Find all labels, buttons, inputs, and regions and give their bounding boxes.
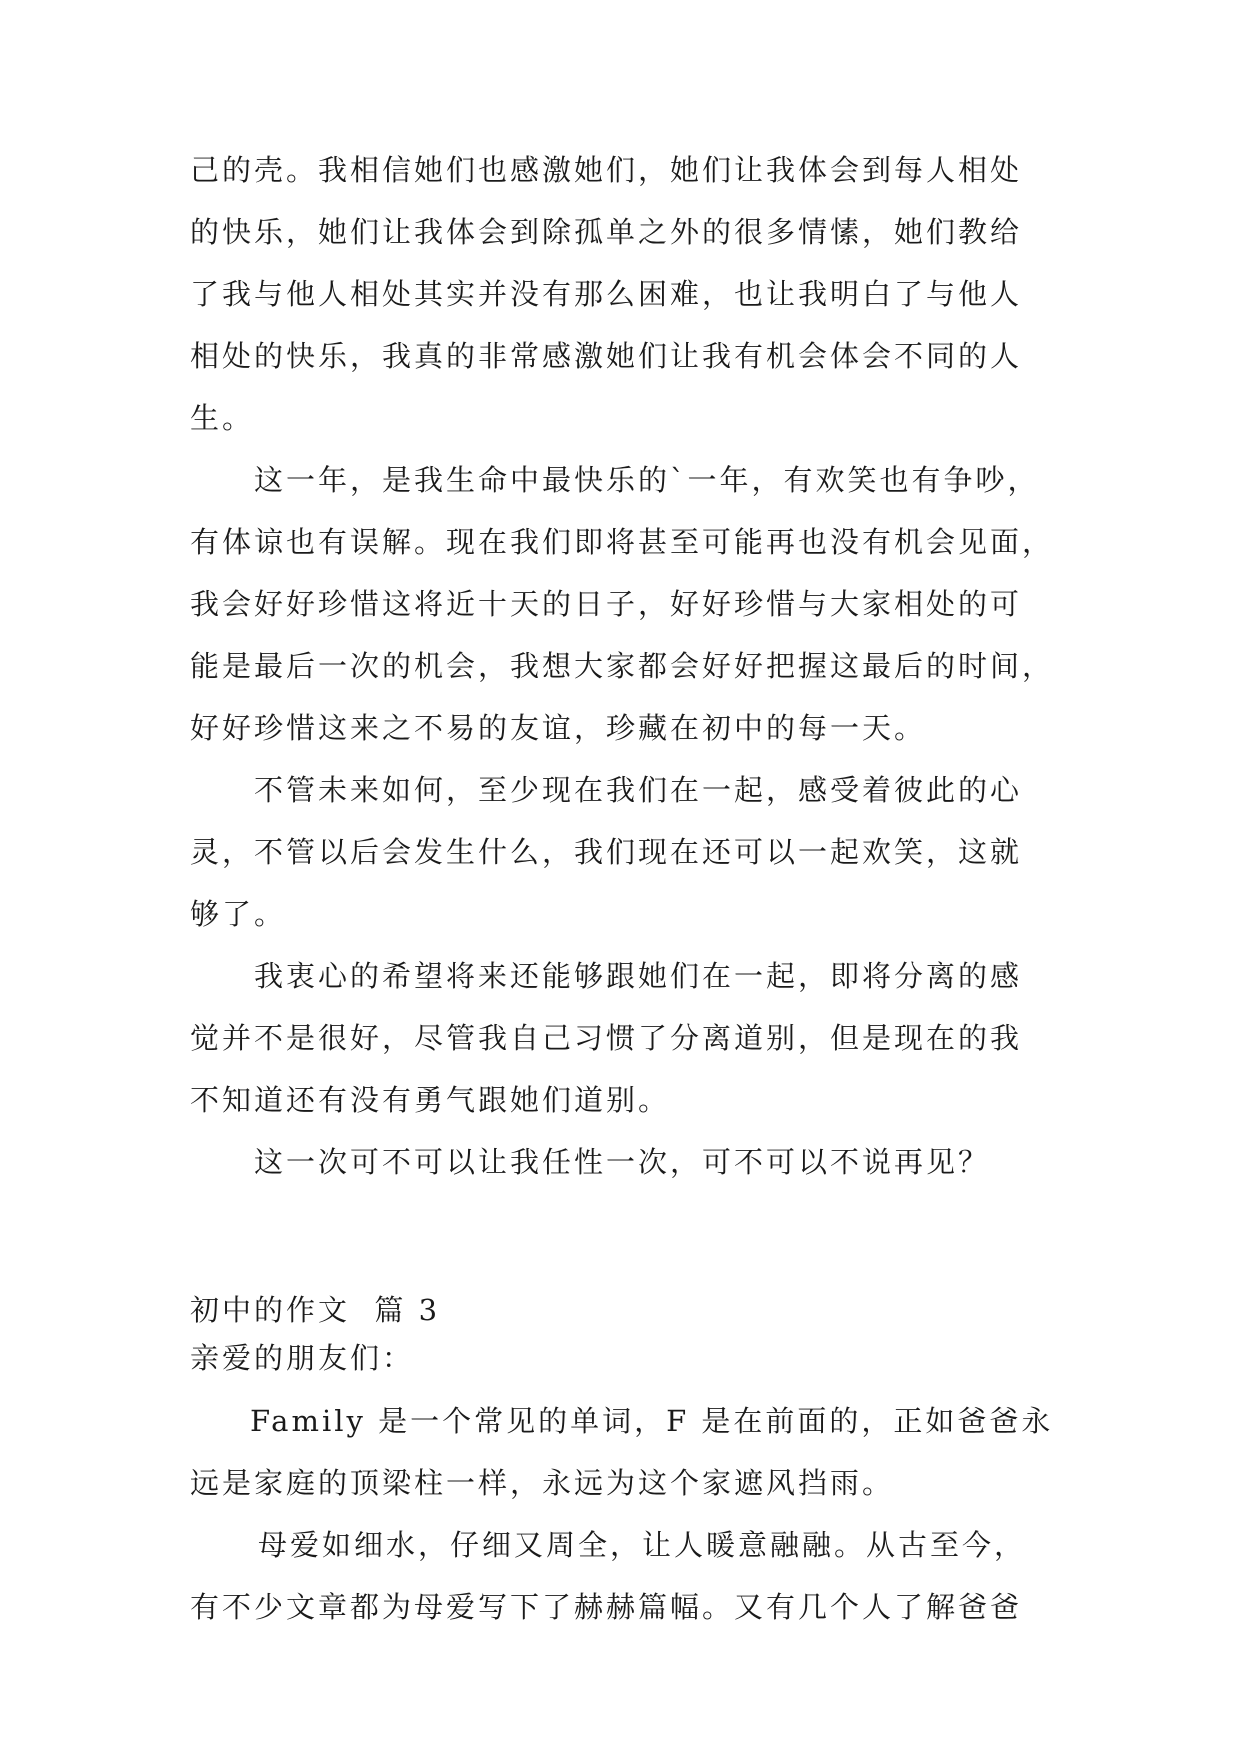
text-line: 觉并不是很好，尽管我自己习惯了分离道别，但是现在的我 bbox=[190, 1021, 1023, 1055]
text-line: 够了。 bbox=[190, 897, 287, 931]
greeting-text: 亲爱的朋友们： bbox=[190, 1341, 415, 1375]
text-line: 我会好好珍惜这将近十天的日子，好好珍惜与大家相处的可 bbox=[190, 587, 1023, 621]
text-line: 这一年，是我生命中最快乐的`一年，有欢笑也有争吵， bbox=[254, 463, 1040, 497]
text-line: 能是最后一次的机会，我想大家都会好好把握这最后的时间， bbox=[190, 649, 1055, 683]
text-line: 不管未来如何，至少现在我们在一起，感受着彼此的心 bbox=[254, 773, 1023, 807]
text-line: 有体谅也有误解。现在我们即将甚至可能再也没有机会见面， bbox=[190, 525, 1055, 559]
text-line: Family 是一个常见的单词，F 是在前面的，正如爸爸永 bbox=[250, 1404, 1054, 1438]
paragraph bbox=[190, 1390, 1054, 1514]
section-title: 初中的作文 篇 3 bbox=[190, 1293, 441, 1327]
paragraph bbox=[190, 449, 1055, 759]
paragraph bbox=[190, 1514, 1050, 1638]
text-line: 灵，不管以后会发生什么，我们现在还可以一起欢笑，这就 bbox=[190, 835, 1023, 869]
text-line: 我衷心的希望将来还能够跟她们在一起，即将分离的感 bbox=[254, 959, 1023, 993]
text-line: 己的壳。我相信她们也感激她们，她们让我体会到每人相处 bbox=[190, 153, 1023, 187]
text-line: 这一次可不可以让我任性一次，可不可以不说再见？ bbox=[254, 1145, 991, 1179]
section-heading bbox=[190, 1286, 1050, 1334]
text-line: 好好珍惜这来之不易的友谊，珍藏在初中的每一天。 bbox=[190, 711, 927, 745]
paragraph bbox=[190, 139, 1050, 449]
text-line: 母爱如细水，仔细又周全，让人暖意融融。从古至今， bbox=[258, 1528, 1027, 1562]
text-line: 有不少文章都为母爱写下了赫赫篇幅。又有几个人了解爸爸 bbox=[190, 1590, 1023, 1624]
text-line: 的快乐，她们让我体会到除孤单之外的很多情愫，她们教给 bbox=[190, 215, 1023, 249]
greeting bbox=[190, 1334, 1050, 1382]
paragraph bbox=[190, 759, 1050, 945]
paragraph bbox=[190, 1131, 1050, 1193]
paragraph bbox=[190, 945, 1050, 1131]
text-line: 不知道还有没有勇气跟她们道别。 bbox=[190, 1083, 671, 1117]
text-line: 远是家庭的顶梁柱一样，永远为这个家遮风挡雨。 bbox=[190, 1466, 895, 1500]
text-line: 相处的快乐，我真的非常感激她们让我有机会体会不同的人 bbox=[190, 339, 1023, 373]
text-line: 生。 bbox=[190, 401, 255, 435]
text-line: 了我与他人相处其实并没有那么困难，也让我明白了与他人 bbox=[190, 277, 1023, 311]
